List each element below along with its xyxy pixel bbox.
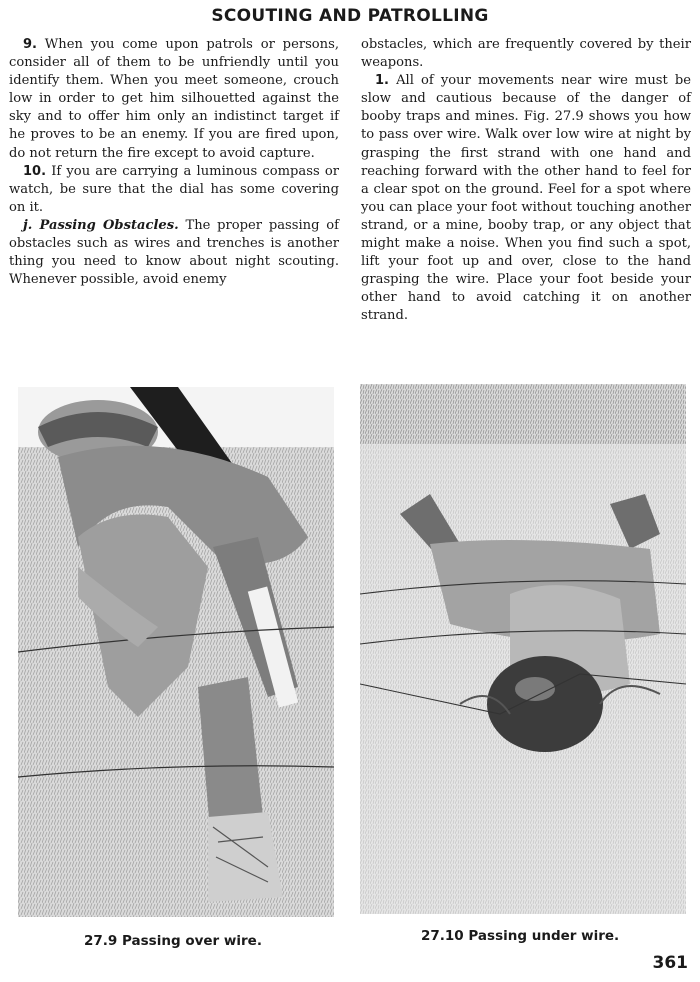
page-number: 361 <box>652 953 688 973</box>
page-header: SCOUTING AND PATROLLING <box>211 6 489 26</box>
paragraph-9 <box>9 36 339 163</box>
paragraph-text: When you come upon patrols or persons, consider all of them to be unfriendly until you identify them. When you meet someone, crouch low in order to get him silhouetted against the sky and to offer him only an indistinct target if he proves to be an enemy. If you are fired upon, do not return the fire except to avoid capture. <box>9 37 339 161</box>
right-text-column <box>361 36 691 326</box>
paragraph-number: 9. <box>23 37 37 52</box>
paragraph-text: All of your movements near wire must be slow and cautious because of the danger of booby traps and mines. Fig. 27.9 shows you how to pass over wire. Walk over low wire at night by grasping the first strand with one hand and reaching forward with the other hand to feel for a clear spot on the ground. Feel for a spot where you can place your foot without touching another strand, or a mine, booby trap, or any object that might make a noise. When you find such a spot, lift your foot up and over, close to the hand grasping the wire. Place your foot beside your other hand to avoid catching it on another strand. <box>361 73 691 324</box>
paragraph-1 <box>361 72 691 325</box>
figure-27-10-caption: 27.10 Passing under wire. <box>421 928 620 944</box>
paragraph-number: 1. <box>375 73 389 89</box>
figure-27-9-photo <box>18 387 334 917</box>
paragraph-number: 10. <box>23 163 47 179</box>
figure-27-10-photo <box>360 384 686 914</box>
paragraph-continuation: obstacles, which are frequently covered by their weapons. <box>361 37 691 71</box>
soldier-stepping-over-wire-illustration <box>18 387 334 917</box>
paragraph-10 <box>9 163 339 217</box>
left-text-column <box>9 36 339 289</box>
soldier-crawling-under-wire-illustration <box>360 384 686 914</box>
paragraph-text: The proper passing of obstacles such as wires and trenches is another thing you need to know about night scouting. Whenever possible, avoid enemy <box>9 217 339 288</box>
paragraph-j <box>9 217 339 289</box>
figure-27-9-caption: 27.9 Passing over wire. <box>84 933 262 949</box>
subsection-heading: j. Passing Obstacles. <box>23 217 179 233</box>
paragraph-text: If you are carrying a luminous compass or watch, be sure that the dial has some covering on it. <box>9 163 339 215</box>
